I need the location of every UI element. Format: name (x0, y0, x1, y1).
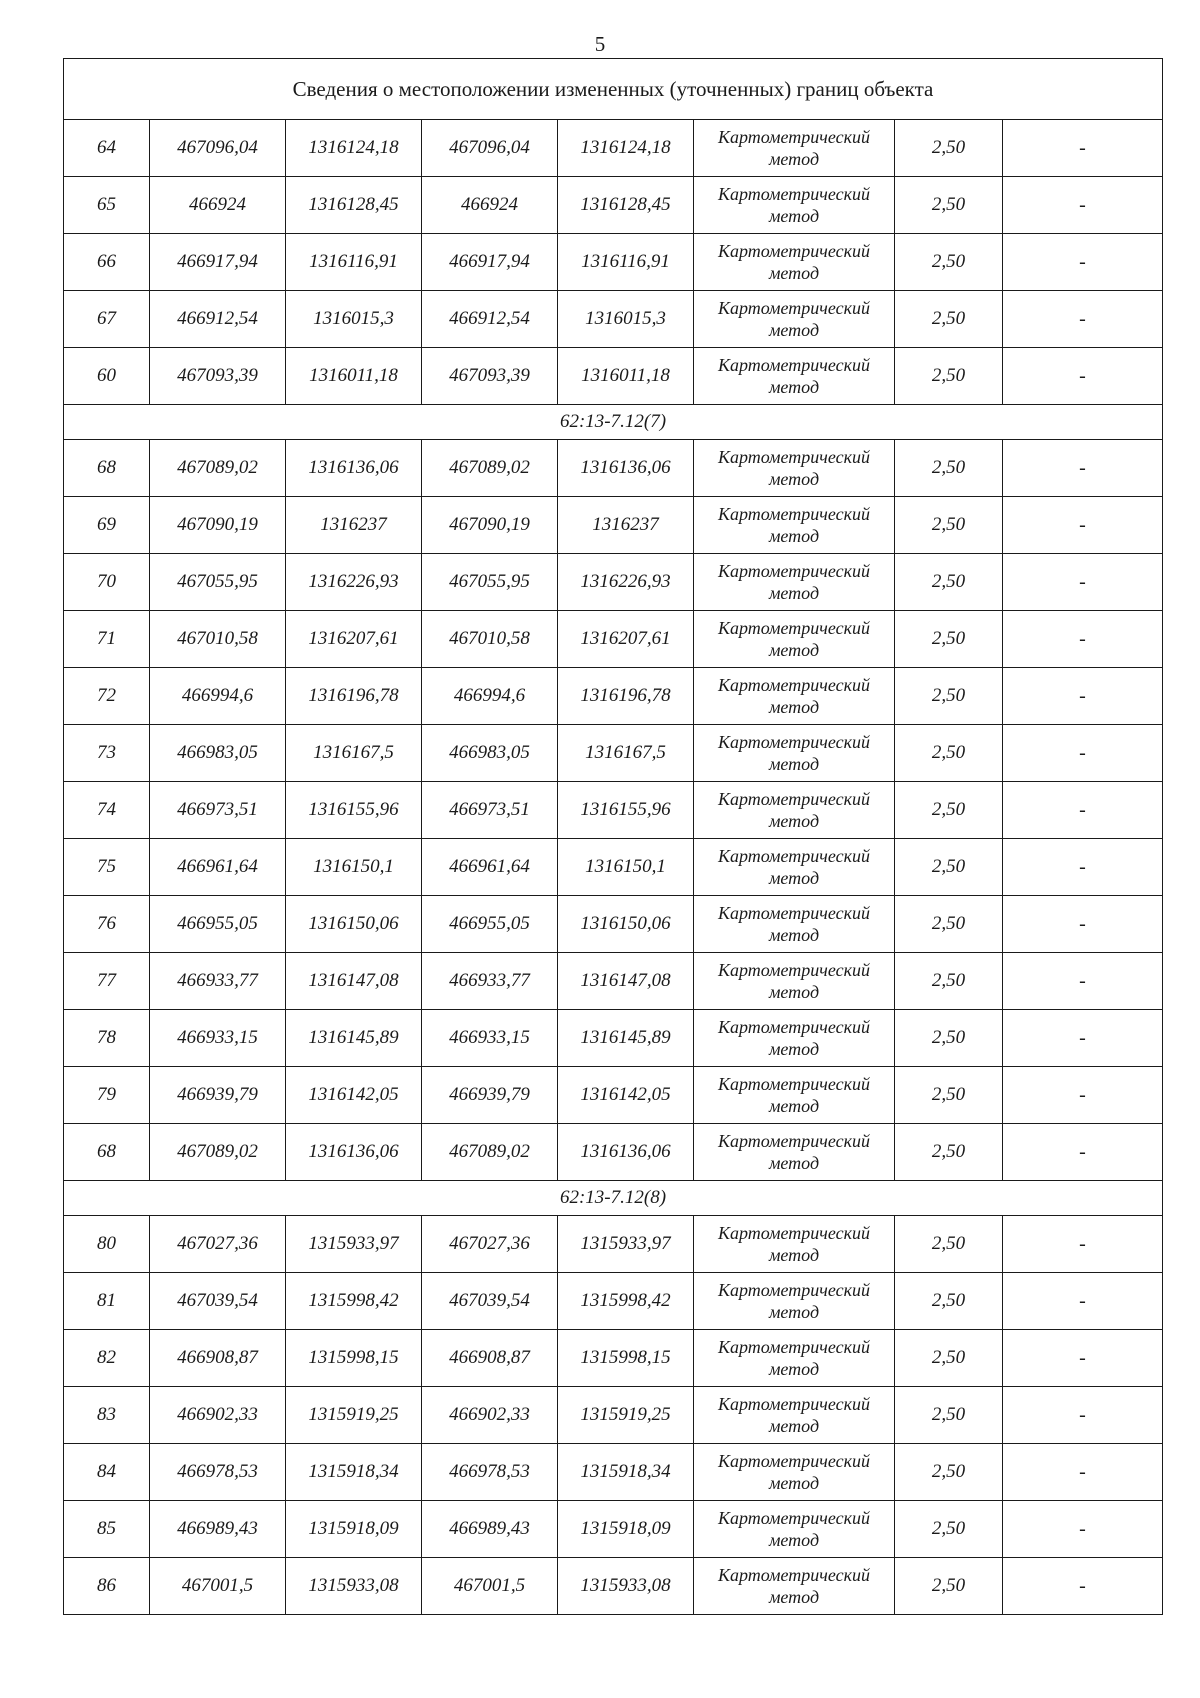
section-label: 62:13-7.12(7) (64, 405, 1163, 440)
accuracy-cell: 2,50 (895, 1558, 1003, 1615)
refined-y-cell: 1316150,06 (558, 896, 694, 953)
point-number-cell: 77 (64, 953, 150, 1010)
description-cell: - (1003, 291, 1163, 348)
method-cell (694, 177, 895, 234)
method-label-line2: метод (768, 754, 820, 774)
description-cell: - (1003, 839, 1163, 896)
refined-x-cell: 466939,79 (422, 1067, 558, 1124)
method-cell (694, 611, 895, 668)
point-number-cell: 68 (64, 440, 150, 497)
existing-x-cell: 467055,95 (150, 554, 286, 611)
method-label-line2: метод (768, 982, 820, 1002)
existing-y-cell: 1315918,09 (286, 1501, 422, 1558)
existing-y-cell: 1316196,78 (286, 668, 422, 725)
refined-y-cell: 1316124,18 (558, 120, 694, 177)
method-label-line2: метод (768, 1153, 820, 1173)
existing-x-cell: 466908,87 (150, 1330, 286, 1387)
existing-y-cell: 1316015,3 (286, 291, 422, 348)
point-number-cell: 83 (64, 1387, 150, 1444)
existing-x-cell: 466933,15 (150, 1010, 286, 1067)
point-number-cell: 84 (64, 1444, 150, 1501)
method-label-line1: Картометрический (717, 127, 870, 147)
point-number-cell: 81 (64, 1273, 150, 1330)
method-label-line1: Картометрический (717, 1565, 870, 1585)
method-label-line2: метод (768, 640, 820, 660)
existing-y-cell: 1316150,1 (286, 839, 422, 896)
method-label-line2: метод (768, 1096, 820, 1116)
existing-y-cell: 1316226,93 (286, 554, 422, 611)
refined-x-cell: 467089,02 (422, 440, 558, 497)
refined-y-cell: 1316155,96 (558, 782, 694, 839)
existing-y-cell: 1316147,08 (286, 953, 422, 1010)
table-row (64, 177, 1163, 234)
point-number-cell: 71 (64, 611, 150, 668)
existing-y-cell: 1316142,05 (286, 1067, 422, 1124)
method-label-line2: метод (768, 925, 820, 945)
refined-y-cell: 1315933,97 (558, 1216, 694, 1273)
refined-x-cell: 466912,54 (422, 291, 558, 348)
existing-x-cell: 466961,64 (150, 839, 286, 896)
table-row (64, 1273, 1163, 1330)
accuracy-cell: 2,50 (895, 896, 1003, 953)
refined-y-cell: 1315998,15 (558, 1330, 694, 1387)
method-label-line1: Картометрический (717, 960, 870, 980)
table-row (64, 1444, 1163, 1501)
description-cell: - (1003, 497, 1163, 554)
table-row (64, 234, 1163, 291)
method-cell (694, 1501, 895, 1558)
method-label-line1: Картометрический (717, 618, 870, 638)
existing-x-cell: 467096,04 (150, 120, 286, 177)
accuracy-cell: 2,50 (895, 1330, 1003, 1387)
point-number-cell: 68 (64, 1124, 150, 1181)
table-row (64, 1010, 1163, 1067)
method-cell (694, 234, 895, 291)
refined-y-cell: 1315918,34 (558, 1444, 694, 1501)
refined-x-cell: 467027,36 (422, 1216, 558, 1273)
point-number-cell: 65 (64, 177, 150, 234)
accuracy-cell: 2,50 (895, 1387, 1003, 1444)
method-cell (694, 782, 895, 839)
existing-y-cell: 1316136,06 (286, 440, 422, 497)
refined-x-cell: 467090,19 (422, 497, 558, 554)
table-row (64, 497, 1163, 554)
table-row (64, 1330, 1163, 1387)
existing-x-cell: 466989,43 (150, 1501, 286, 1558)
method-label-line2: метод (768, 1359, 820, 1379)
table-row (64, 725, 1163, 782)
refined-y-cell: 1316237 (558, 497, 694, 554)
accuracy-cell: 2,50 (895, 177, 1003, 234)
existing-x-cell: 467089,02 (150, 1124, 286, 1181)
description-cell: - (1003, 896, 1163, 953)
method-cell (694, 291, 895, 348)
method-label-line2: метод (768, 811, 820, 831)
refined-y-cell: 1315918,09 (558, 1501, 694, 1558)
point-number-cell: 74 (64, 782, 150, 839)
description-cell: - (1003, 554, 1163, 611)
table-row (64, 896, 1163, 953)
table-row (64, 668, 1163, 725)
accuracy-cell: 2,50 (895, 291, 1003, 348)
accuracy-cell: 2,50 (895, 953, 1003, 1010)
description-cell: - (1003, 1124, 1163, 1181)
description-cell: - (1003, 1387, 1163, 1444)
existing-y-cell: 1315918,34 (286, 1444, 422, 1501)
refined-x-cell: 466924 (422, 177, 558, 234)
refined-x-cell: 466973,51 (422, 782, 558, 839)
accuracy-cell: 2,50 (895, 120, 1003, 177)
existing-y-cell: 1316011,18 (286, 348, 422, 405)
refined-x-cell: 466955,05 (422, 896, 558, 953)
refined-x-cell: 467039,54 (422, 1273, 558, 1330)
existing-x-cell: 466939,79 (150, 1067, 286, 1124)
method-cell (694, 1124, 895, 1181)
description-cell: - (1003, 782, 1163, 839)
point-number-cell: 80 (64, 1216, 150, 1273)
accuracy-cell: 2,50 (895, 1444, 1003, 1501)
method-cell (694, 668, 895, 725)
existing-x-cell: 467027,36 (150, 1216, 286, 1273)
table-row (64, 554, 1163, 611)
method-label-line2: метод (768, 1039, 820, 1059)
boundary-coordinates-table (63, 58, 1163, 1615)
refined-y-cell: 1316196,78 (558, 668, 694, 725)
description-cell: - (1003, 1330, 1163, 1387)
method-label-line1: Картометрический (717, 1508, 870, 1528)
description-cell: - (1003, 1558, 1163, 1615)
accuracy-cell: 2,50 (895, 1273, 1003, 1330)
section-label: 62:13-7.12(8) (64, 1181, 1163, 1216)
method-label-line1: Картометрический (717, 789, 870, 809)
existing-y-cell: 1316116,91 (286, 234, 422, 291)
method-label-line1: Картометрический (717, 1451, 870, 1471)
point-number-cell: 86 (64, 1558, 150, 1615)
table-body (64, 59, 1163, 1615)
table-row (64, 839, 1163, 896)
method-cell (694, 440, 895, 497)
refined-x-cell: 466933,77 (422, 953, 558, 1010)
method-cell (694, 1067, 895, 1124)
accuracy-cell: 2,50 (895, 1124, 1003, 1181)
existing-x-cell: 466912,54 (150, 291, 286, 348)
point-number-cell: 76 (64, 896, 150, 953)
method-label-line1: Картометрический (717, 675, 870, 695)
existing-y-cell: 1316150,06 (286, 896, 422, 953)
point-number-cell: 82 (64, 1330, 150, 1387)
existing-y-cell: 1316145,89 (286, 1010, 422, 1067)
table-row (64, 953, 1163, 1010)
method-label-line1: Картометрический (717, 447, 870, 467)
section-header-row (64, 405, 1163, 440)
point-number-cell: 79 (64, 1067, 150, 1124)
refined-x-cell: 466908,87 (422, 1330, 558, 1387)
accuracy-cell: 2,50 (895, 554, 1003, 611)
refined-y-cell: 1316116,91 (558, 234, 694, 291)
table-row (64, 1124, 1163, 1181)
method-label-line1: Картометрический (717, 241, 870, 261)
table-title: Сведения о местоположении измененных (уточненных) границ объекта (64, 59, 1163, 120)
existing-x-cell: 467039,54 (150, 1273, 286, 1330)
table-title-row (64, 59, 1163, 120)
accuracy-cell: 2,50 (895, 497, 1003, 554)
method-cell (694, 1330, 895, 1387)
accuracy-cell: 2,50 (895, 234, 1003, 291)
existing-x-cell: 466955,05 (150, 896, 286, 953)
description-cell: - (1003, 953, 1163, 1010)
description-cell: - (1003, 1216, 1163, 1273)
method-cell (694, 896, 895, 953)
method-label-line2: метод (768, 1587, 820, 1607)
existing-x-cell: 466902,33 (150, 1387, 286, 1444)
existing-y-cell: 1316124,18 (286, 120, 422, 177)
point-number-cell: 67 (64, 291, 150, 348)
existing-y-cell: 1315933,97 (286, 1216, 422, 1273)
method-cell (694, 554, 895, 611)
refined-y-cell: 1316136,06 (558, 440, 694, 497)
method-label-line1: Картометрический (717, 184, 870, 204)
refined-y-cell: 1316150,1 (558, 839, 694, 896)
refined-x-cell: 466978,53 (422, 1444, 558, 1501)
table-row (64, 120, 1163, 177)
existing-x-cell: 467090,19 (150, 497, 286, 554)
method-label-line2: метод (768, 1473, 820, 1493)
method-cell (694, 839, 895, 896)
method-cell (694, 1387, 895, 1444)
refined-x-cell: 466917,94 (422, 234, 558, 291)
point-number-cell: 70 (64, 554, 150, 611)
refined-x-cell: 466989,43 (422, 1501, 558, 1558)
point-number-cell: 85 (64, 1501, 150, 1558)
method-label-line1: Картометрический (717, 732, 870, 752)
refined-y-cell: 1315919,25 (558, 1387, 694, 1444)
refined-y-cell: 1316226,93 (558, 554, 694, 611)
method-label-line2: метод (768, 1416, 820, 1436)
table-row (64, 1387, 1163, 1444)
method-label-line1: Картометрический (717, 903, 870, 923)
existing-x-cell: 466917,94 (150, 234, 286, 291)
refined-y-cell: 1316207,61 (558, 611, 694, 668)
table-row (64, 1216, 1163, 1273)
refined-x-cell: 466983,05 (422, 725, 558, 782)
existing-x-cell: 466978,53 (150, 1444, 286, 1501)
existing-y-cell: 1316128,45 (286, 177, 422, 234)
description-cell: - (1003, 611, 1163, 668)
point-number-cell: 75 (64, 839, 150, 896)
method-label-line2: метод (768, 263, 820, 283)
refined-x-cell: 467093,39 (422, 348, 558, 405)
point-number-cell: 78 (64, 1010, 150, 1067)
description-cell: - (1003, 1501, 1163, 1558)
accuracy-cell: 2,50 (895, 1067, 1003, 1124)
existing-x-cell: 466994,6 (150, 668, 286, 725)
description-cell: - (1003, 1273, 1163, 1330)
table-row (64, 611, 1163, 668)
point-number-cell: 69 (64, 497, 150, 554)
method-label-line2: метод (768, 320, 820, 340)
refined-x-cell: 467010,58 (422, 611, 558, 668)
refined-y-cell: 1316128,45 (558, 177, 694, 234)
method-cell (694, 953, 895, 1010)
existing-y-cell: 1316237 (286, 497, 422, 554)
refined-y-cell: 1316142,05 (558, 1067, 694, 1124)
description-cell: - (1003, 1444, 1163, 1501)
existing-x-cell: 466924 (150, 177, 286, 234)
refined-y-cell: 1315933,08 (558, 1558, 694, 1615)
method-cell (694, 348, 895, 405)
accuracy-cell: 2,50 (895, 668, 1003, 725)
point-number-cell: 60 (64, 348, 150, 405)
description-cell: - (1003, 1010, 1163, 1067)
method-label-line1: Картометрический (717, 846, 870, 866)
method-cell (694, 1273, 895, 1330)
description-cell: - (1003, 234, 1163, 291)
table-row (64, 348, 1163, 405)
description-cell: - (1003, 1067, 1163, 1124)
existing-x-cell: 467093,39 (150, 348, 286, 405)
accuracy-cell: 2,50 (895, 611, 1003, 668)
method-label-line2: метод (768, 206, 820, 226)
refined-x-cell: 467096,04 (422, 120, 558, 177)
description-cell: - (1003, 177, 1163, 234)
refined-y-cell: 1316145,89 (558, 1010, 694, 1067)
method-cell (694, 1216, 895, 1273)
method-label-line1: Картометрический (717, 1280, 870, 1300)
method-label-line1: Картометрический (717, 1074, 870, 1094)
page-number: 5 (594, 32, 606, 56)
description-cell: - (1003, 440, 1163, 497)
existing-y-cell: 1316207,61 (286, 611, 422, 668)
method-label-line2: метод (768, 526, 820, 546)
method-label-line2: метод (768, 868, 820, 888)
refined-x-cell: 466933,15 (422, 1010, 558, 1067)
accuracy-cell: 2,50 (895, 839, 1003, 896)
description-cell: - (1003, 725, 1163, 782)
method-label-line2: метод (768, 149, 820, 169)
existing-x-cell: 466983,05 (150, 725, 286, 782)
description-cell: - (1003, 348, 1163, 405)
method-label-line1: Картометрический (717, 298, 870, 318)
refined-x-cell: 467001,5 (422, 1558, 558, 1615)
refined-y-cell: 1316147,08 (558, 953, 694, 1010)
point-number-cell: 66 (64, 234, 150, 291)
method-label-line2: метод (768, 583, 820, 603)
existing-y-cell: 1315998,42 (286, 1273, 422, 1330)
method-cell (694, 120, 895, 177)
method-label-line1: Картометрический (717, 1394, 870, 1414)
method-cell (694, 1444, 895, 1501)
method-cell (694, 1558, 895, 1615)
refined-x-cell: 466902,33 (422, 1387, 558, 1444)
existing-x-cell: 467010,58 (150, 611, 286, 668)
refined-x-cell: 467055,95 (422, 554, 558, 611)
table-row (64, 1501, 1163, 1558)
accuracy-cell: 2,50 (895, 1501, 1003, 1558)
point-number-cell: 73 (64, 725, 150, 782)
refined-x-cell: 467089,02 (422, 1124, 558, 1181)
refined-y-cell: 1316015,3 (558, 291, 694, 348)
method-label-line1: Картометрический (717, 1017, 870, 1037)
method-label-line1: Картометрический (717, 1337, 870, 1357)
table-row (64, 1067, 1163, 1124)
method-label-line2: метод (768, 1302, 820, 1322)
refined-x-cell: 466961,64 (422, 839, 558, 896)
accuracy-cell: 2,50 (895, 1216, 1003, 1273)
refined-y-cell: 1316167,5 (558, 725, 694, 782)
existing-x-cell: 466933,77 (150, 953, 286, 1010)
method-label-line2: метод (768, 1245, 820, 1265)
existing-y-cell: 1316136,06 (286, 1124, 422, 1181)
method-cell (694, 725, 895, 782)
accuracy-cell: 2,50 (895, 725, 1003, 782)
existing-x-cell: 467089,02 (150, 440, 286, 497)
method-label-line1: Картометрический (717, 561, 870, 581)
refined-x-cell: 466994,6 (422, 668, 558, 725)
existing-y-cell: 1315933,08 (286, 1558, 422, 1615)
accuracy-cell: 2,50 (895, 440, 1003, 497)
table-row (64, 1558, 1163, 1615)
refined-y-cell: 1315998,42 (558, 1273, 694, 1330)
method-cell (694, 497, 895, 554)
description-cell: - (1003, 668, 1163, 725)
existing-x-cell: 466973,51 (150, 782, 286, 839)
method-label-line1: Картометрический (717, 355, 870, 375)
method-label-line2: метод (768, 1530, 820, 1550)
description-cell: - (1003, 120, 1163, 177)
existing-y-cell: 1316155,96 (286, 782, 422, 839)
accuracy-cell: 2,50 (895, 348, 1003, 405)
existing-y-cell: 1315998,15 (286, 1330, 422, 1387)
method-label-line1: Картометрический (717, 504, 870, 524)
accuracy-cell: 2,50 (895, 1010, 1003, 1067)
method-label-line1: Картометрический (717, 1223, 870, 1243)
section-header-row (64, 1181, 1163, 1216)
refined-y-cell: 1316011,18 (558, 348, 694, 405)
existing-y-cell: 1316167,5 (286, 725, 422, 782)
method-cell (694, 1010, 895, 1067)
point-number-cell: 72 (64, 668, 150, 725)
existing-x-cell: 467001,5 (150, 1558, 286, 1615)
method-label-line2: метод (768, 469, 820, 489)
method-label-line2: метод (768, 697, 820, 717)
existing-y-cell: 1315919,25 (286, 1387, 422, 1444)
table-row (64, 782, 1163, 839)
method-label-line2: метод (768, 377, 820, 397)
method-label-line1: Картометрический (717, 1131, 870, 1151)
table-row (64, 291, 1163, 348)
accuracy-cell: 2,50 (895, 782, 1003, 839)
table-row (64, 440, 1163, 497)
point-number-cell: 64 (64, 120, 150, 177)
refined-y-cell: 1316136,06 (558, 1124, 694, 1181)
